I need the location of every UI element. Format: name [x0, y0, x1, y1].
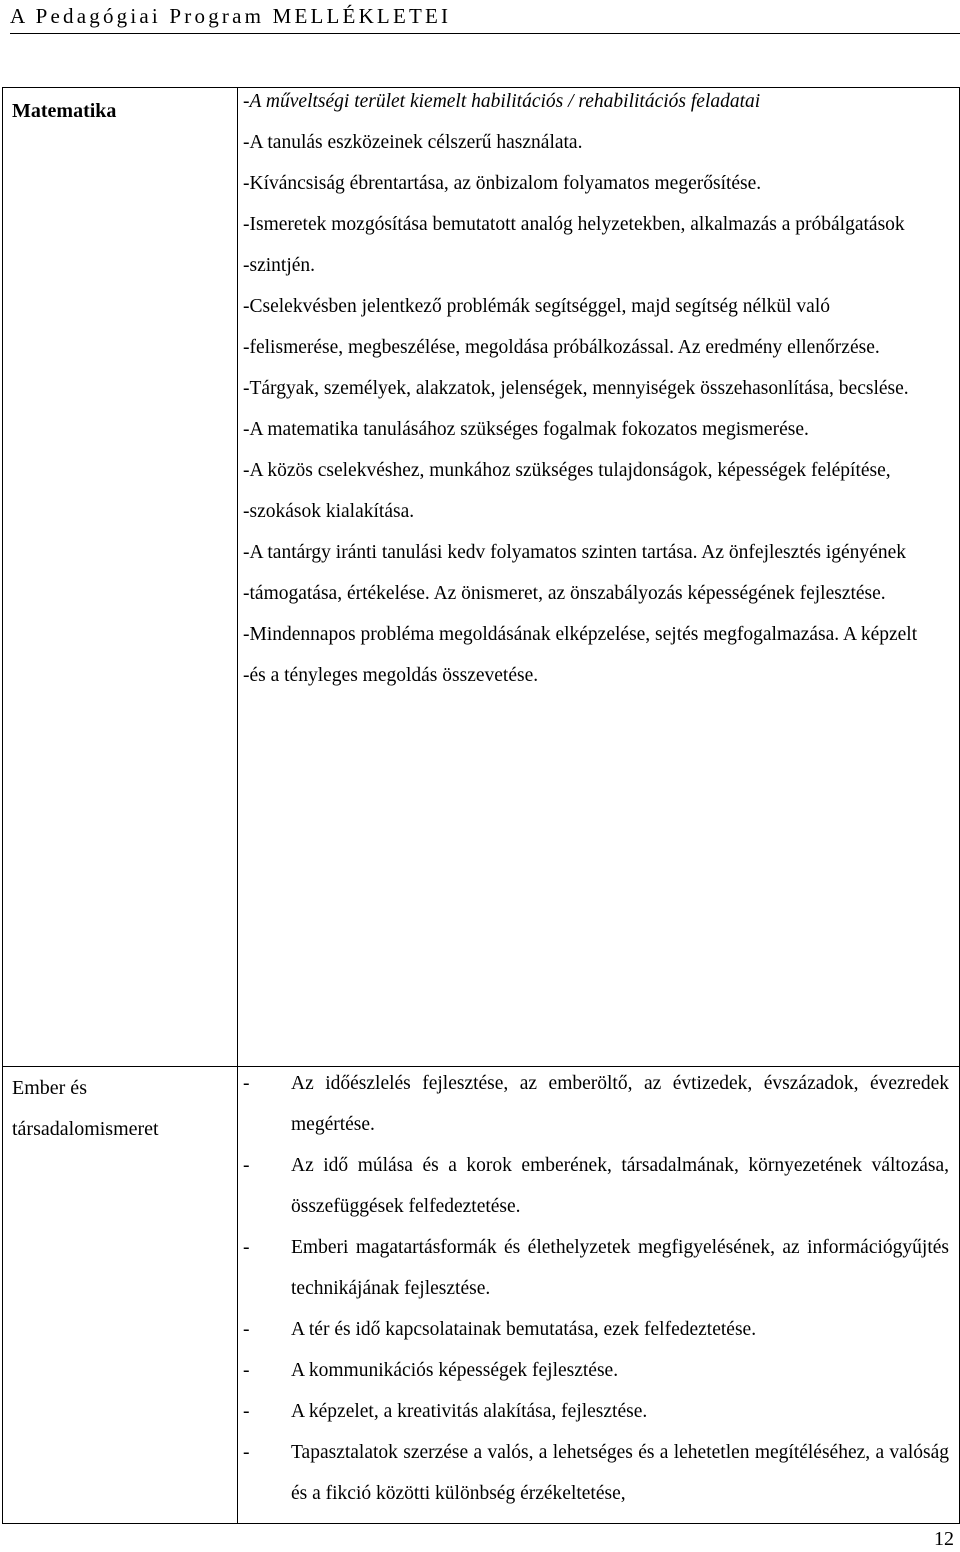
list-item: [243, 1432, 949, 1514]
objective-list: [243, 1063, 949, 1514]
subject-label: [12, 1068, 232, 1150]
subject-text: Ember és társadalomismeret: [12, 1077, 159, 1140]
list-item: -A matematika tanulásához szükséges fogalmak fokozatos megismerése.: [243, 419, 809, 440]
objective-list: [243, 81, 949, 696]
bullet-dash: -: [243, 1319, 250, 1340]
list-item: -és a tényleges megoldás összevetése.: [243, 665, 539, 686]
list-item-text: Az idő múlása és a korok emberének, társadalmának, környezetének változása, összefüggések felfedeztetése.: [291, 1155, 949, 1217]
table-row-ember-es-tarsadalomismeret: [2, 1065, 960, 1524]
column-divider: [237, 88, 238, 1066]
list-item: -A műveltségi terület kiemelt habilitációs / rehabilitációs feladatai: [243, 91, 761, 112]
list-item: -A közös cselekvéshez, munkához szükséges tulajdonságok, képességek felépítése,: [243, 460, 891, 481]
list-item-text: Emberi magatartásformák és élethelyzetek megfigyelésének, az információgyűjtés technikájának fejlesztése.: [291, 1237, 949, 1299]
list-item: -A tanulás eszközeinek célszerű használata.: [243, 132, 583, 153]
list-item: [243, 1309, 949, 1350]
bullet-dash: -: [243, 1401, 250, 1422]
list-item: -A tantárgy iránti tanulási kedv folyamatos szinten tartása. Az önfejlesztés igényének: [243, 542, 906, 563]
table-row-matematika: [2, 87, 960, 1067]
bullet-dash: -: [243, 1442, 250, 1463]
list-item: [243, 1391, 949, 1432]
bullet-dash: -: [243, 1360, 250, 1381]
bullet-dash: -: [243, 1155, 250, 1176]
list-item-text: Tapasztalatok szerzése a valós, a lehetséges és a lehetetlen megítéléséhez, a valóság és a fikció közötti különbség érzékeltetése,: [291, 1442, 949, 1504]
list-item: -Tárgyak, személyek, alakzatok, jelenségek, mennyiségek összehasonlítása, becslése.: [243, 378, 909, 399]
list-item: -Cselekvésben jelentkező problémák segítséggel, majd segítség nélkül való: [243, 296, 830, 317]
page-number: 12: [934, 1528, 954, 1550]
list-item: [243, 1063, 949, 1145]
list-item: -szintjén.: [243, 255, 316, 276]
list-item-text: A képzelet, a kreativitás alakítása, fejlesztése.: [291, 1401, 648, 1422]
list-item: -Mindennapos probléma megoldásának elképzelése, sejtés megfogalmazása. A képzelt: [243, 624, 918, 645]
list-item: -Ismeretek mozgósítása bemutatott analóg helyzetekben, alkalmazás a próbálgatások: [243, 214, 905, 235]
list-item: -felismerése, megbeszélése, megoldása próbálkozással. Az eredmény ellenőrzése.: [243, 337, 880, 358]
list-item-text: A kommunikációs képességek fejlesztése.: [291, 1360, 619, 1381]
page-header: A Pedagógiai Program MELLÉKLETEI: [10, 4, 960, 34]
list-item-text: A tér és idő kapcsolatainak bemutatása, ezek felfedeztetése.: [291, 1319, 757, 1340]
column-divider: [237, 1065, 238, 1523]
list-item: [243, 1145, 949, 1227]
list-item-text: Az időészlelés fejlesztése, az emberöltő, az évtizedek, évszázadok, évezredek megértése.: [291, 1073, 949, 1135]
list-item: -szokások kialakítása.: [243, 501, 415, 522]
list-item: -támogatása, értékelése. Az önismeret, az önszabályozás képességének fejlesztése.: [243, 583, 886, 604]
subject-label: Matematika: [12, 100, 117, 122]
list-item: [243, 1227, 949, 1309]
list-item: -Kíváncsiság ébrentartása, az önbizalom folyamatos megerősítése.: [243, 173, 762, 194]
bullet-dash: -: [243, 1237, 250, 1258]
bullet-dash: -: [243, 1073, 250, 1094]
list-item: [243, 1350, 949, 1391]
